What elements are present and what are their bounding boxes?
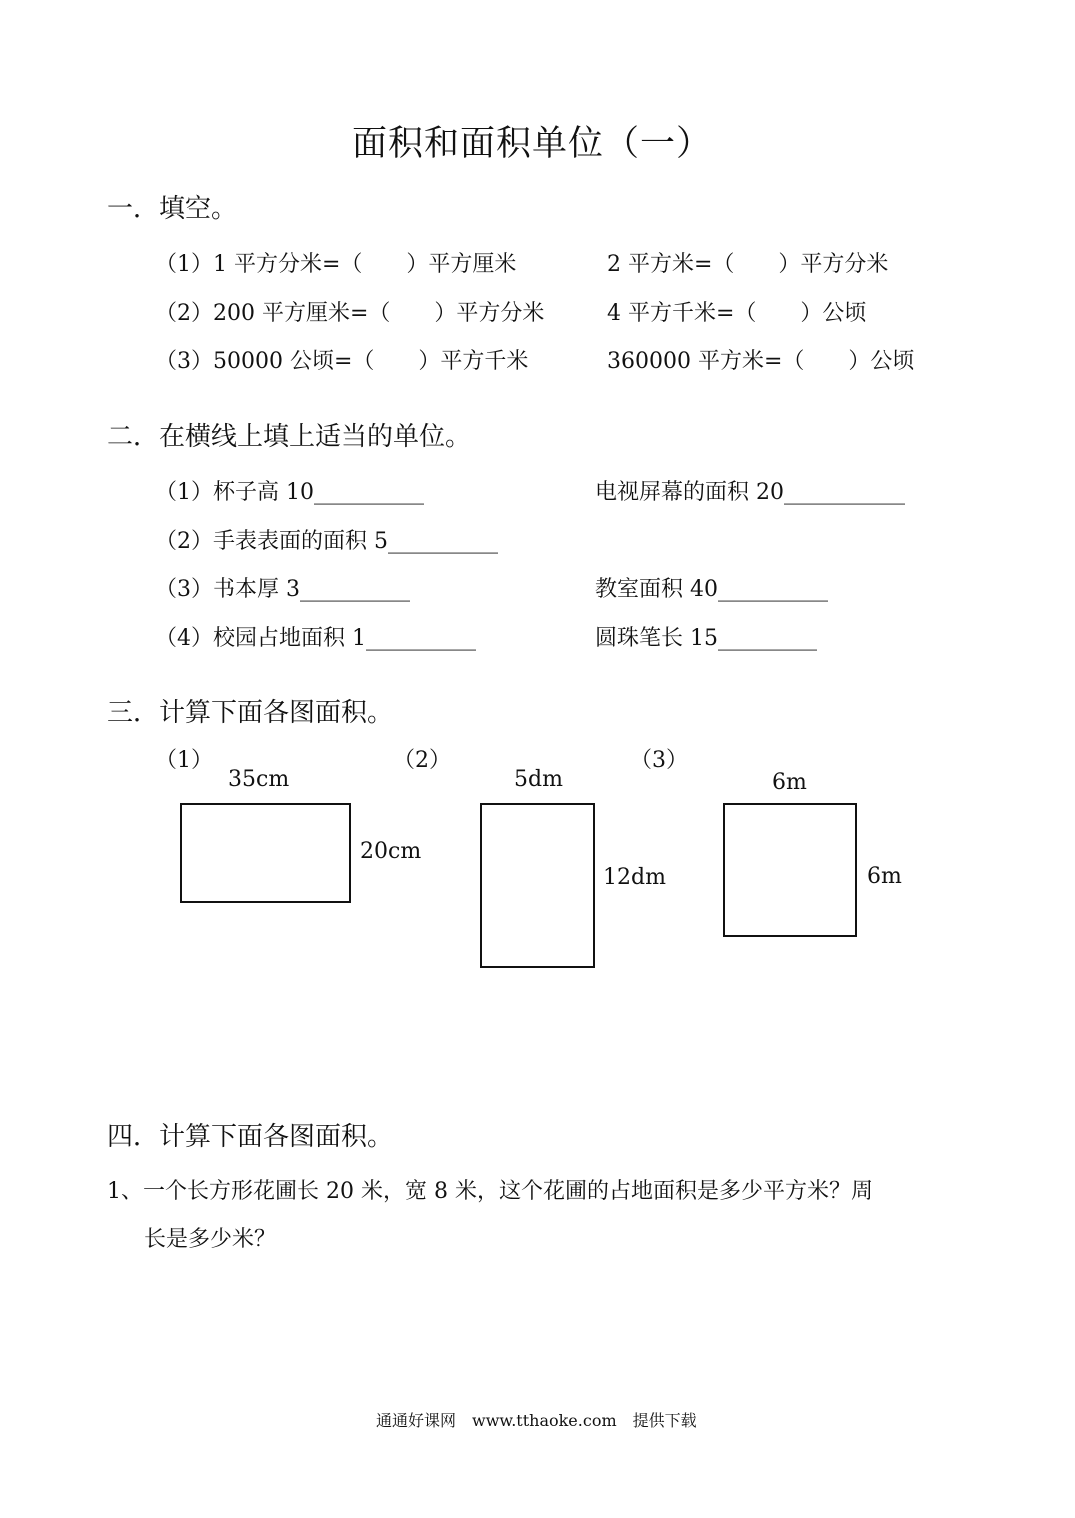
unit-item-3-left: （3）书本厚 3__________ <box>155 577 410 602</box>
unit-item-4-right: 圆珠笔长 15_________ <box>595 626 817 651</box>
rectangle-figure-1 <box>180 803 351 903</box>
section4-heading: 四．计算下面各图面积。 <box>107 1122 394 1152</box>
word-problem-line-1: 1、一个长方形花圃长 20 米，宽 8 米，这个花圃的占地面积是多少平方米？周 <box>107 1179 873 1204</box>
section2-heading: 二．在横线上填上适当的单位。 <box>107 422 472 452</box>
footer-source: 通通好课网 www.tthaoke.com 提供下载 <box>376 1411 697 1430</box>
figure-3-top-label: 6m <box>772 770 807 795</box>
figure-1-top-label: 35cm <box>228 767 290 792</box>
section1-heading: 一．填空。 <box>107 194 238 224</box>
square-figure-3 <box>723 803 857 937</box>
rectangle-figure-2 <box>480 803 595 968</box>
figure-1-number: （1） <box>155 748 213 773</box>
section3-heading: 三．计算下面各图面积。 <box>107 698 394 728</box>
figure-2-top-label: 5dm <box>514 767 563 792</box>
fill-item-3-right: 360000 平方米=（ ）公顷 <box>607 349 915 374</box>
word-problem-line-2: 长是多少米？ <box>144 1227 277 1252</box>
fill-item-2-left: （2）200 平方厘米=（ ）平方分米 <box>155 301 545 326</box>
unit-item-1-left: （1）杯子高 10__________ <box>155 480 424 505</box>
fill-item-1-left: （1）1 平方分米=（ ）平方厘米 <box>155 252 517 277</box>
fill-item-2-right: 4 平方千米=（ ）公顷 <box>607 301 867 326</box>
unit-item-1-right: 电视屏幕的面积 20___________ <box>595 480 905 505</box>
fill-item-1-right: 2 平方米=（ ）平方分米 <box>607 252 889 277</box>
figure-2-number: （2） <box>393 748 451 773</box>
figure-2-side-label: 12dm <box>603 865 666 890</box>
figure-3-side-label: 6m <box>867 864 902 889</box>
unit-item-3-right: 教室面积 40__________ <box>595 577 828 602</box>
figure-3-number: （3） <box>630 748 688 773</box>
page-title: 面积和面积单位（一） <box>352 124 713 164</box>
unit-item-4-left: （4）校园占地面积 1__________ <box>155 626 476 651</box>
figure-1-side-label: 20cm <box>360 839 422 864</box>
unit-item-2-left: （2）手表表面的面积 5__________ <box>155 529 498 554</box>
fill-item-3-left: （3）50000 公顷=（ ）平方千米 <box>155 349 529 374</box>
